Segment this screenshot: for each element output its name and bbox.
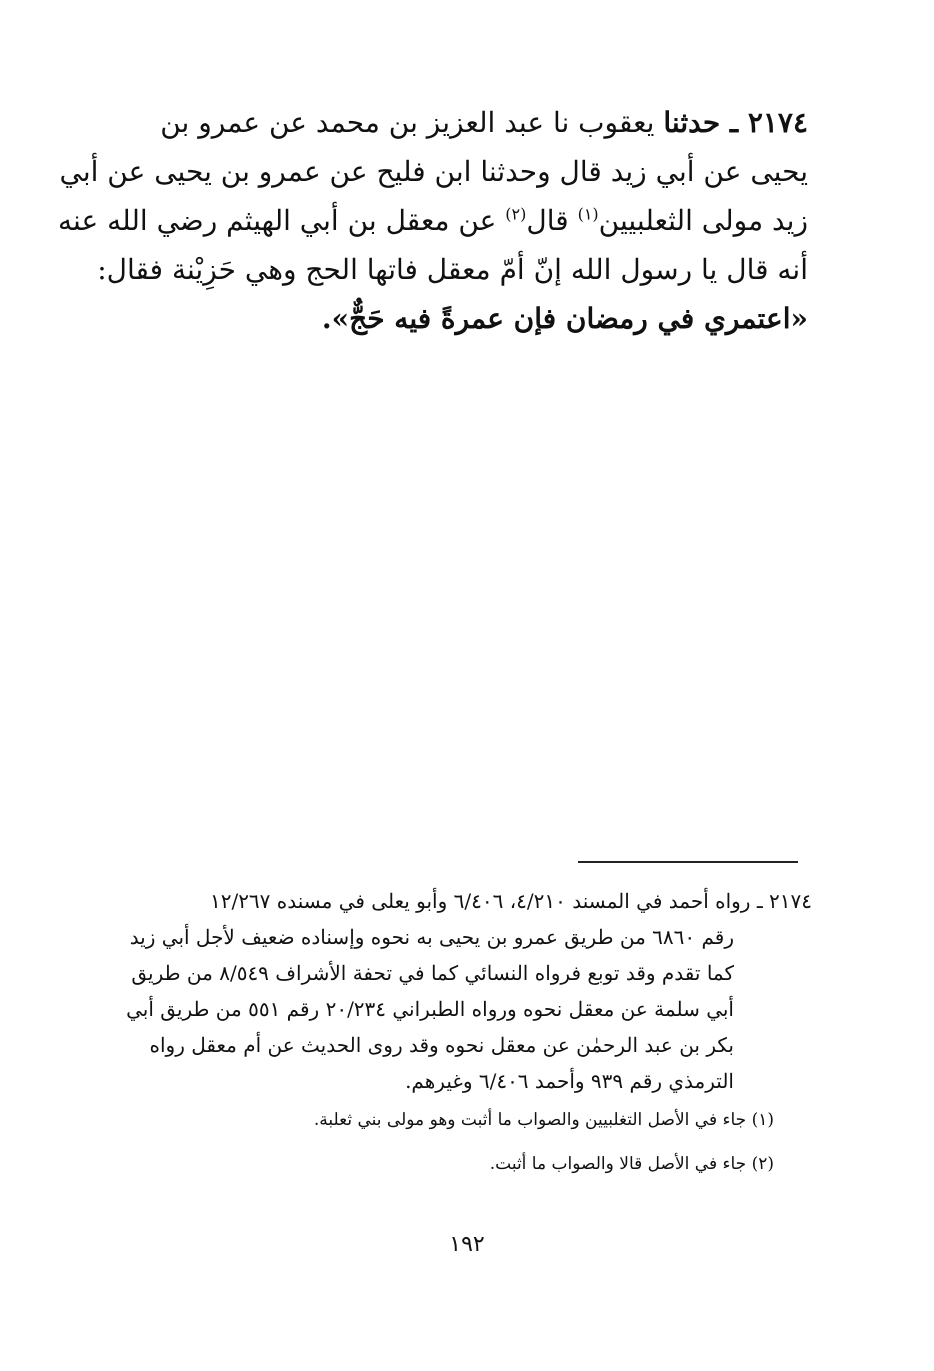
- footnote-marker-2: (٢): [505, 204, 527, 224]
- hadith-line-5: [128, 294, 808, 343]
- hadith-lead-word: حدثنا: [663, 106, 721, 139]
- takhrij-line-4: أبي سلمة عن معقل نحوه ورواه الطبراني ٢٠/٢٣٤ رقم ٥٥١ من طريق أبي: [126, 997, 734, 1021]
- footnote-separator: [578, 861, 798, 863]
- quote-close: ».: [321, 302, 350, 335]
- hadith-text: [58, 98, 808, 343]
- hadith-line-3: [58, 196, 808, 245]
- quote-open: «: [790, 302, 808, 335]
- footnote-1: (١) جاء في الأصل التغلبيين والصواب ما أثبت وهو مولى بني ثعلبة.: [313, 1110, 774, 1130]
- hadith-number: ٢١٧٤: [747, 106, 808, 139]
- hadith-line-4: أنه قال يا رسول الله إنّ أمّ معقل فاتها الحج وهي حَزِيْنة فقال:: [97, 253, 808, 286]
- hadith-line-1-rest: يعقوب نا عبد العزيز بن محمد عن عمرو بن: [160, 106, 664, 139]
- takhrij-footnote: [128, 883, 812, 1099]
- hadith-line-2: يحيى عن أبي زيد قال وحدثنا ابن فليح عن عمرو بن يحيى عن أبي: [59, 155, 808, 188]
- takhrij-line-2: رقم ٦٨٦٠ من طريق عمرو بن يحيى به نحوه وإسناده ضعيف لأجل أبي زيد: [129, 925, 734, 949]
- footnote-2: (٢) جاء في الأصل قالا والصواب ما أثبت.: [489, 1154, 774, 1174]
- prophetic-quote: اعتمري في رمضان فإن عمرةً فيه حَجٌّ: [349, 302, 791, 335]
- takhrij-line-3: كما تقدم وقد توبع فرواه النسائي كما في تحفة الأشراف ٨/٥٤٩ من طريق: [131, 961, 734, 985]
- hadith-line-1: [128, 98, 808, 147]
- takhrij-line-6: الترمذي رقم ٩٣٩ وأحمد ٦/٤٠٦ وغيرهم.: [405, 1069, 734, 1093]
- footnote-marker-1: (١): [577, 204, 599, 224]
- hadith-line-3-c: عن معقل بن أبي الهيثم رضي الله عنه: [58, 204, 506, 237]
- takhrij-line-5: بكر بن عبد الرحمٰن عن معقل نحوه وقد روى الحديث عن أم معقل رواه: [149, 1033, 734, 1057]
- hadith-dash: ـ: [720, 106, 748, 139]
- page-number: ١٩٢: [449, 1232, 485, 1257]
- hadith-line-3-a: زيد مولى الثعلبيين: [598, 204, 808, 237]
- hadith-line-3-b: قال: [526, 204, 578, 237]
- takhrij-line-1: ٢١٧٤ ـ رواه أحمد في المسند ٤/٢١٠، ٦/٤٠٦ وأبو يعلى في مسنده ١٢/٢٦٧: [209, 889, 812, 913]
- footnotes: [128, 883, 812, 1177]
